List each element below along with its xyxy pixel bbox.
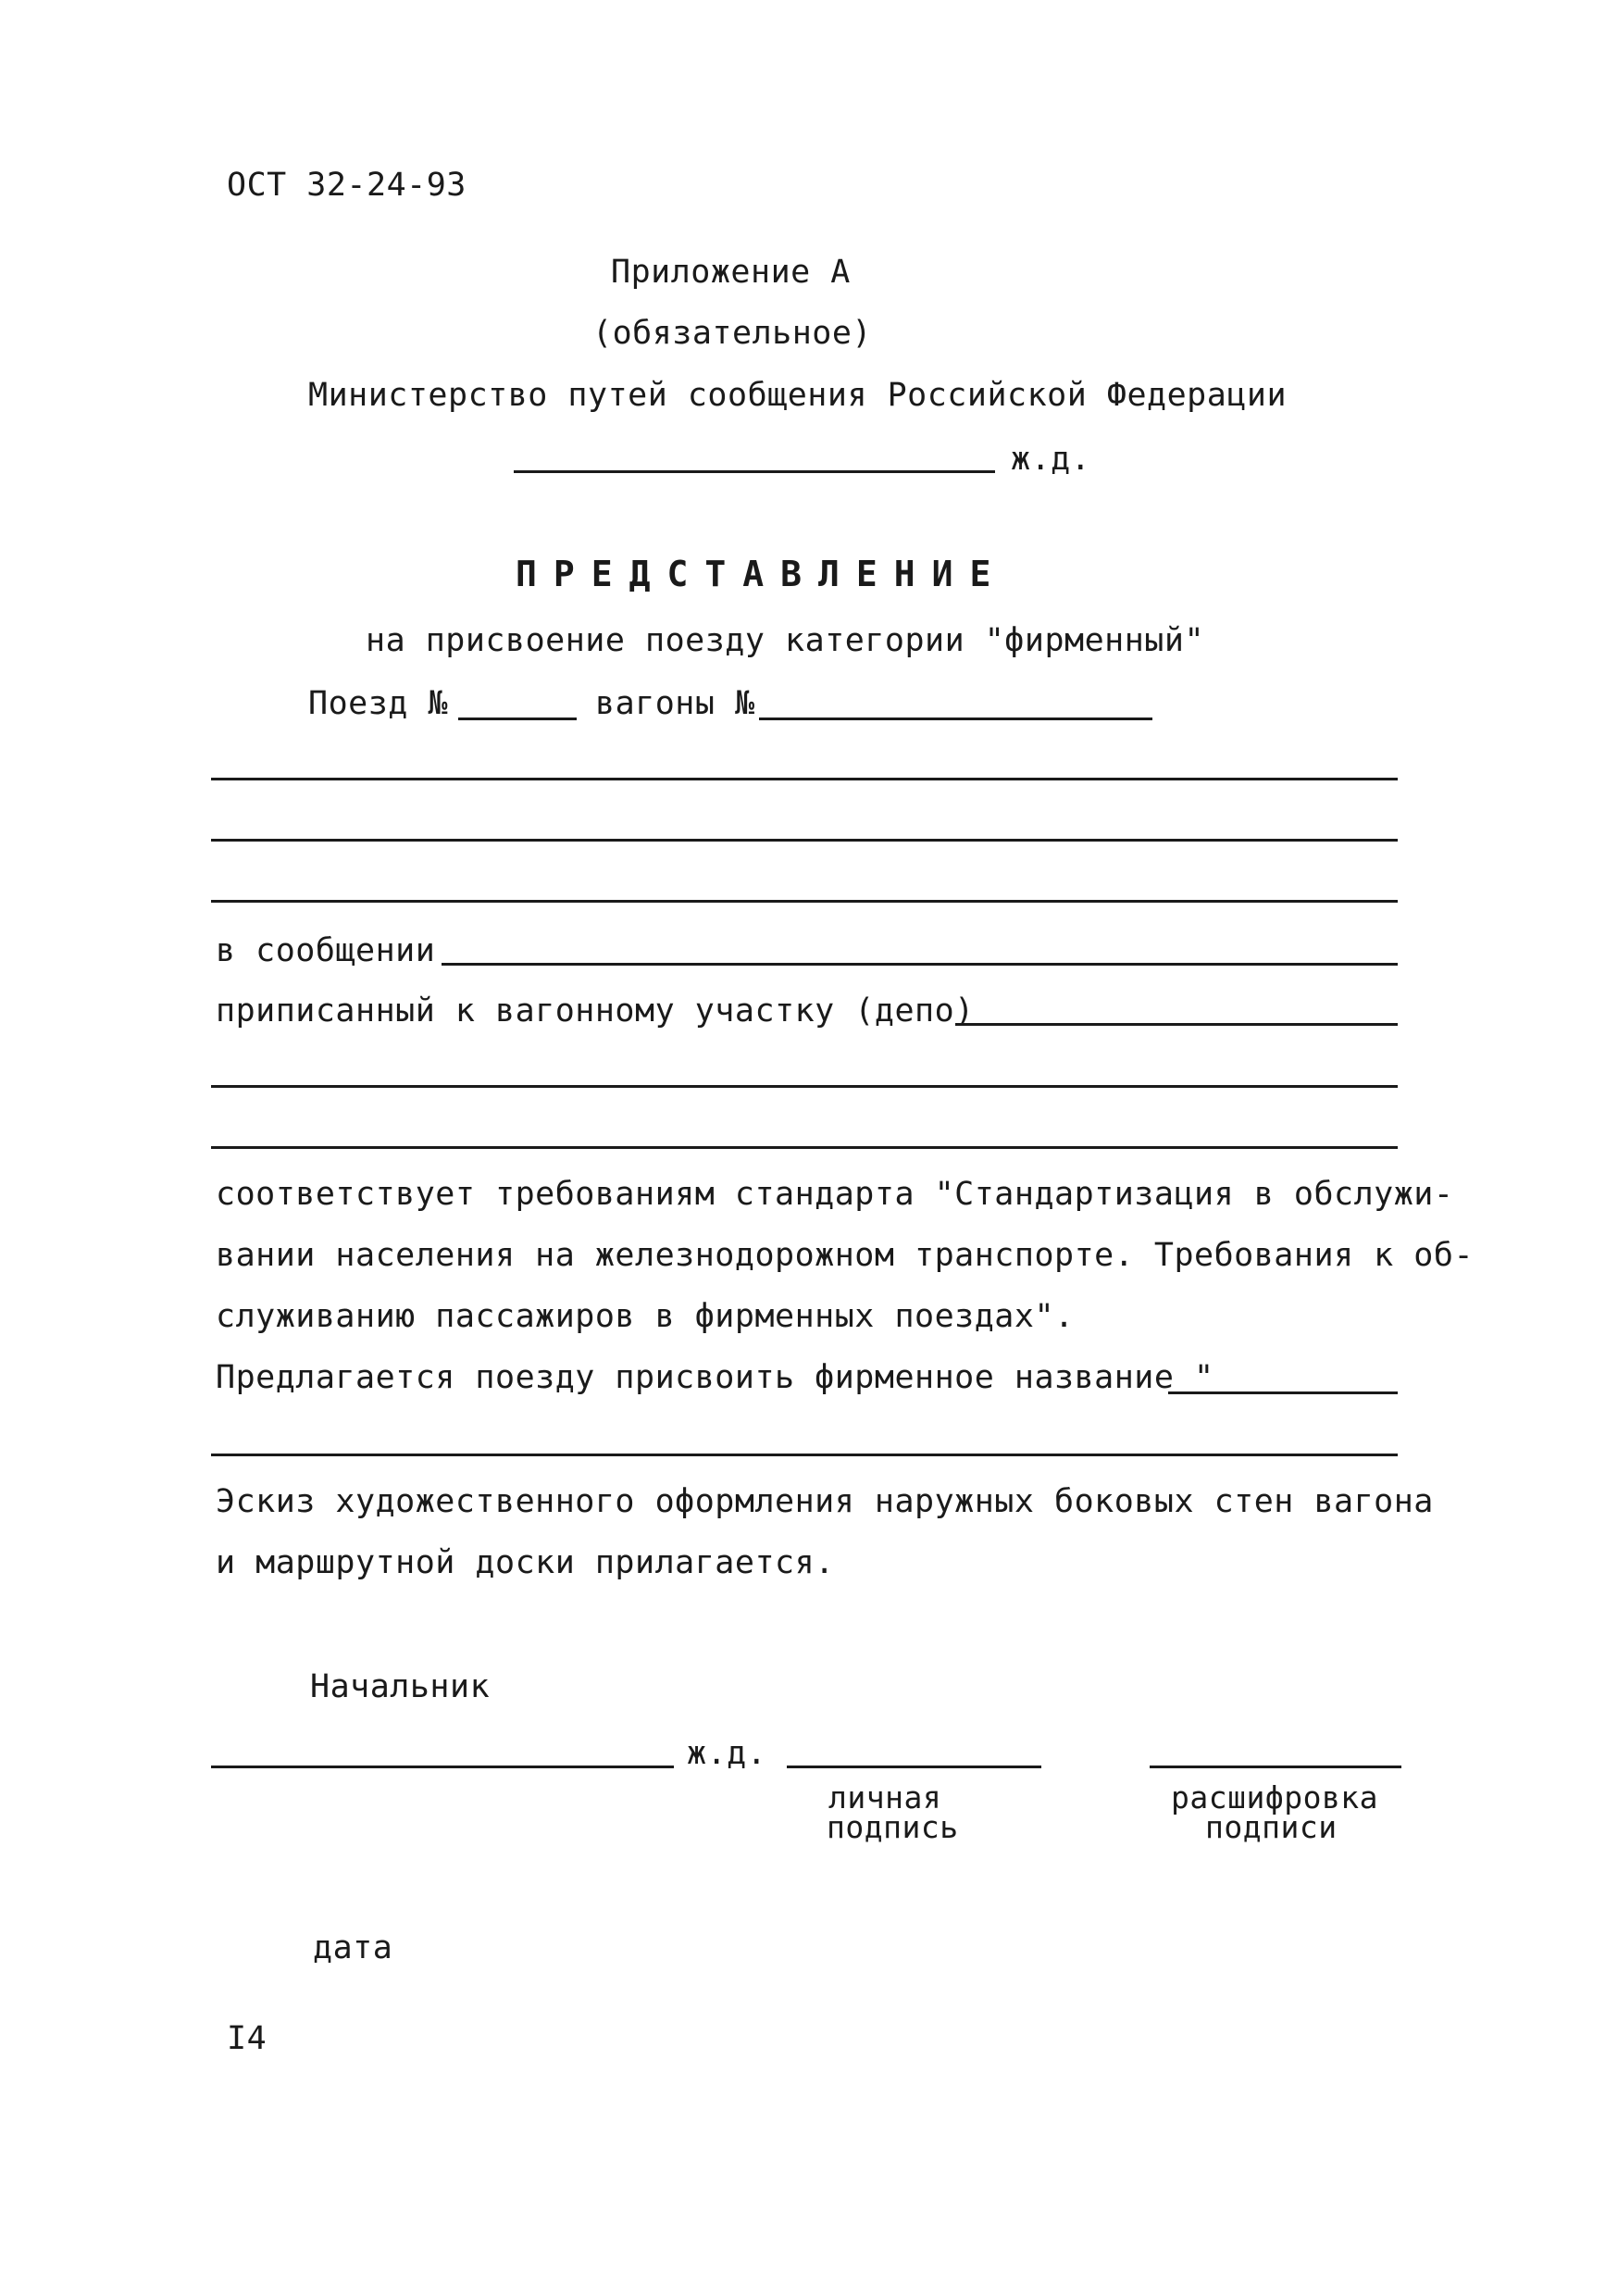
sketch-text-line-1: Эскиз художественного оформления наружных боковых стен вагона bbox=[216, 1483, 1434, 1520]
depot-label: приписанный к вагонному участку (депо) bbox=[216, 992, 975, 1029]
blank-line[interactable] bbox=[211, 839, 1398, 842]
document-subtitle: на присвоение поезду категории "фирменный" bbox=[366, 622, 1205, 659]
signature-decoding-caption-2: подписи bbox=[1205, 1809, 1338, 1845]
appendix-title: Приложение А bbox=[611, 254, 851, 291]
brand-name-blank[interactable] bbox=[1168, 1391, 1398, 1394]
railway-name-blank[interactable] bbox=[514, 470, 995, 473]
signature-decoding-caption-1: расшифровка bbox=[1171, 1779, 1379, 1816]
compliance-text-line-1: соответствует требованиям стандарта "Стандартизация в обслужи- bbox=[216, 1176, 1454, 1213]
sketch-text-line-2: и маршрутной доски прилагается. bbox=[216, 1544, 835, 1581]
compliance-text-line-2: вании населения на железнодорожном транспорте. Требования к об- bbox=[216, 1237, 1475, 1274]
train-number-label: Поезд № bbox=[308, 685, 449, 722]
personal-signature-caption-2: подпись bbox=[827, 1809, 959, 1845]
message-blank[interactable] bbox=[442, 963, 1398, 966]
signature-railway-suffix: ж.д. bbox=[687, 1735, 767, 1772]
train-number-blank[interactable] bbox=[458, 718, 577, 720]
blank-line[interactable] bbox=[211, 1085, 1398, 1088]
date-label: дата bbox=[313, 1929, 393, 1966]
personal-signature-caption-1: личная bbox=[828, 1779, 942, 1816]
chief-railway-blank[interactable] bbox=[211, 1766, 674, 1768]
car-numbers-blank[interactable] bbox=[759, 718, 1152, 720]
ministry-name: Министерство путей сообщения Российской Федерации bbox=[308, 377, 1288, 414]
blank-line[interactable] bbox=[211, 1146, 1398, 1149]
blank-line[interactable] bbox=[211, 778, 1398, 780]
blank-line[interactable] bbox=[211, 900, 1398, 903]
message-label: в сообщении bbox=[216, 932, 436, 969]
railway-suffix: ж.д. bbox=[1011, 441, 1091, 478]
car-numbers-label: вагоны № bbox=[595, 685, 755, 722]
depot-blank[interactable] bbox=[955, 1023, 1398, 1026]
chief-label: Начальник bbox=[310, 1668, 491, 1705]
signature-decoding-blank[interactable] bbox=[1150, 1766, 1401, 1768]
brand-name-blank-continued[interactable] bbox=[211, 1454, 1398, 1456]
page-number: I4 bbox=[227, 2020, 268, 2057]
personal-signature-blank[interactable] bbox=[787, 1766, 1041, 1768]
document-code: ОСТ 32-24-93 bbox=[227, 167, 467, 204]
proposal-label: Предлагается поезду присвоить фирменное название " bbox=[216, 1359, 1214, 1396]
appendix-status: (обязательное) bbox=[592, 315, 873, 352]
document-title: ПРЕДСТАВЛЕНИЕ bbox=[516, 554, 1008, 594]
compliance-text-line-3: служиванию пассажиров в фирменных поездах". bbox=[216, 1298, 1075, 1335]
